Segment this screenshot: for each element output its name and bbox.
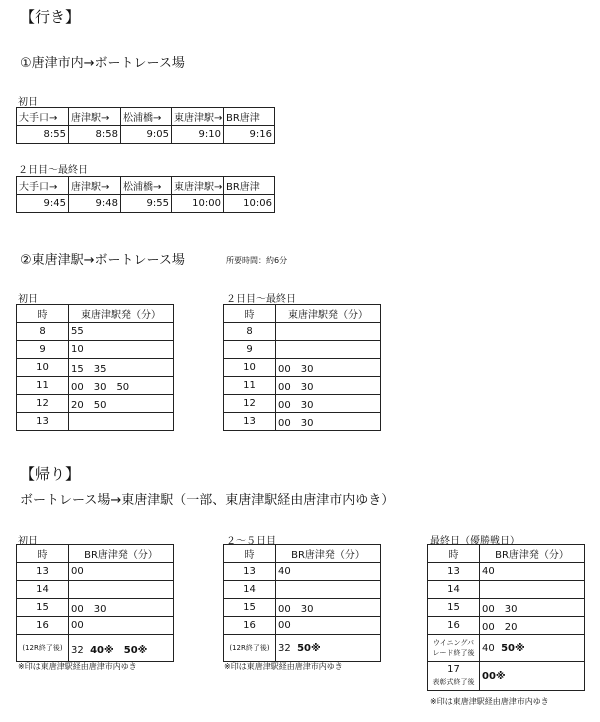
hour-cell: 14 — [224, 581, 276, 599]
time-cell: 10:00 — [172, 195, 224, 213]
hour-cell: 10 — [17, 359, 69, 377]
stop-cell: 大手口→ — [17, 108, 69, 126]
minutes-bold: 50※ — [297, 642, 321, 654]
minutes-cell: 40 — [276, 563, 381, 581]
table-row — [17, 581, 174, 599]
header-cell: 時 — [17, 305, 69, 323]
minutes-cell — [69, 413, 174, 431]
hour-cell: 16 — [428, 617, 480, 635]
table-row — [224, 377, 381, 395]
last-race-label: (12R終了後) — [17, 635, 69, 662]
minutes-cell: 10 — [69, 341, 174, 359]
minutes-cell: 40 — [480, 563, 585, 581]
table-row — [428, 581, 585, 599]
section2-day2-label: ２日目～最終日 — [226, 294, 296, 305]
outbound-heading: 【行き】 — [20, 8, 81, 26]
hour-cell: 8 — [17, 323, 69, 341]
return-day2to5-label: ２～５日目 — [226, 536, 276, 547]
table-row — [224, 341, 381, 359]
stop-cell: 松浦橋→ — [121, 177, 172, 195]
time-cell: 8:58 — [69, 126, 121, 144]
table-row — [224, 545, 381, 563]
return-final-label: 最終日（優勝戦日） — [430, 536, 520, 547]
table-row — [17, 395, 174, 413]
table-row — [428, 599, 585, 617]
return-day1-footnote: ※印は東唐津駅経由唐津市内ゆき — [18, 662, 137, 671]
ceremony-hour: 17 — [447, 664, 460, 675]
hour-cell: 8 — [224, 323, 276, 341]
header-cell: 時 — [224, 305, 276, 323]
last-race-label: (12R終了後) — [224, 635, 276, 662]
hour-cell: 14 — [428, 581, 480, 599]
table-row — [17, 341, 174, 359]
hour-cell: 14 — [17, 581, 69, 599]
table-row — [17, 563, 174, 581]
minutes-cell — [276, 341, 381, 359]
route-table-day2 — [16, 176, 275, 213]
section2-title: ②東唐津駅→ボートレース場 — [20, 253, 185, 268]
minutes-bold: 50※ — [501, 642, 525, 654]
hour-cell: 15 — [428, 599, 480, 617]
header-cell: BR唐津発（分） — [480, 545, 585, 563]
table-row — [17, 413, 174, 431]
table-row — [428, 635, 585, 662]
minutes-cell — [276, 581, 381, 599]
hour-cell: 13 — [17, 563, 69, 581]
time-cell: 9:16 — [224, 126, 275, 144]
minutes-cell: 00 — [276, 617, 381, 635]
table-row — [428, 545, 585, 563]
table-row — [224, 599, 381, 617]
table-row — [224, 563, 381, 581]
return-table-day1 — [16, 544, 174, 662]
header-cell: 東唐津駅発（分） — [69, 305, 174, 323]
hour-cell: 9 — [17, 341, 69, 359]
table-row — [17, 635, 174, 662]
minutes-cell: 00 30 — [276, 377, 381, 395]
ceremony-label: 表彰式終了後 — [432, 678, 475, 686]
minutes-cell: 00 30 — [69, 599, 174, 617]
return-day1-label: 初日 — [18, 536, 38, 547]
return-table-day2to5 — [223, 544, 381, 662]
time-cell: 9:55 — [121, 195, 172, 213]
header-cell: 東唐津駅発（分） — [276, 305, 381, 323]
time-cell: 8:55 — [17, 126, 69, 144]
table-row — [428, 563, 585, 581]
table-row — [224, 635, 381, 662]
hour-cell: 15 — [224, 599, 276, 617]
minutes-cell — [276, 635, 381, 662]
return-heading: 【帰り】 — [20, 465, 81, 483]
hour-cell: 11 — [224, 377, 276, 395]
header-cell: 時 — [224, 545, 276, 563]
hour-cell: 16 — [17, 617, 69, 635]
minutes-plain: 32 — [71, 644, 84, 656]
minutes-cell — [276, 323, 381, 341]
table-row — [17, 617, 174, 635]
minutes-cell: 00※ — [480, 662, 585, 691]
table-row — [17, 377, 174, 395]
table-row — [224, 305, 381, 323]
table-row — [17, 359, 174, 377]
stop-cell: 東唐津駅→ — [172, 108, 224, 126]
stop-cell: 唐津駅→ — [69, 108, 121, 126]
hour-cell: 13 — [17, 413, 69, 431]
hour-cell: 12 — [224, 395, 276, 413]
timetable-day2 — [223, 304, 381, 431]
table-row — [17, 323, 174, 341]
table-row — [17, 126, 275, 144]
time-cell: 9:10 — [172, 126, 224, 144]
section1-day1-label: 初日 — [18, 97, 38, 108]
stop-cell: BR唐津 — [224, 108, 275, 126]
stop-cell: 大手口→ — [17, 177, 69, 195]
minutes-cell: 00 30 — [276, 359, 381, 377]
minutes-cell: 00 30 — [276, 413, 381, 431]
hour-cell: 16 — [224, 617, 276, 635]
hour-cell: 11 — [17, 377, 69, 395]
table-row — [224, 617, 381, 635]
table-row — [17, 545, 174, 563]
return-table-final — [427, 544, 585, 691]
return-final-footnote: ※印は東唐津駅経由唐津市内ゆき — [430, 697, 549, 706]
time-cell: 9:48 — [69, 195, 121, 213]
hour-cell: 15 — [17, 599, 69, 617]
table-row — [428, 662, 585, 691]
minutes-cell: 55 — [69, 323, 174, 341]
minutes-cell: 00 30 — [480, 599, 585, 617]
header-cell: 時 — [17, 545, 69, 563]
minutes-cell: 00 30 — [276, 599, 381, 617]
header-cell: BR唐津発（分） — [69, 545, 174, 563]
header-cell: 時 — [428, 545, 480, 563]
minutes-cell — [480, 635, 585, 662]
hour-cell: 9 — [224, 341, 276, 359]
hour-cell: 10 — [224, 359, 276, 377]
table-row — [224, 413, 381, 431]
hour-cell: 12 — [17, 395, 69, 413]
table-row — [224, 395, 381, 413]
hour-cell: 13 — [224, 413, 276, 431]
hour-cell: 13 — [428, 563, 480, 581]
stop-cell: BR唐津 — [224, 177, 275, 195]
parade-label: ウイニングパレード終了後 — [428, 635, 480, 662]
time-cell: 10:06 — [224, 195, 275, 213]
minutes-plain: 40 — [482, 642, 495, 654]
minutes-cell: 00 20 — [480, 617, 585, 635]
travel-time-note: 所要時間：約6分 — [226, 256, 288, 265]
table-row — [17, 599, 174, 617]
stop-cell: 松浦橋→ — [121, 108, 172, 126]
table-row — [224, 581, 381, 599]
return-subtitle: ボートレース場→東唐津駅（一部、東唐津駅経由唐津市内ゆき） — [20, 493, 395, 508]
route-table-day1 — [16, 107, 275, 144]
table-row — [428, 617, 585, 635]
minutes-cell — [69, 581, 174, 599]
minutes-cell — [480, 581, 585, 599]
header-cell: BR唐津発（分） — [276, 545, 381, 563]
table-row — [17, 305, 174, 323]
minutes-cell: 15 35 — [69, 359, 174, 377]
stop-cell: 唐津駅→ — [69, 177, 121, 195]
section2-day1-label: 初日 — [18, 294, 38, 305]
stop-cell: 東唐津駅→ — [172, 177, 224, 195]
table-row — [224, 359, 381, 377]
minutes-cell: 20 50 — [69, 395, 174, 413]
minutes-cell: 00 — [69, 563, 174, 581]
minutes-bold: 40※ 50※ — [90, 644, 148, 656]
table-row — [17, 177, 275, 195]
minutes-plain: 32 — [278, 642, 291, 654]
minutes-cell: 00 30 — [276, 395, 381, 413]
table-row — [17, 195, 275, 213]
section1-title: ①唐津市内→ボートレース場 — [20, 56, 185, 71]
table-row — [17, 108, 275, 126]
section1-day2-label: ２日目～最終日 — [18, 165, 88, 176]
minutes-cell — [69, 635, 174, 662]
return-day2to5-footnote: ※印は東唐津駅経由唐津市内ゆき — [224, 662, 343, 671]
timetable-day1 — [16, 304, 174, 431]
hour-cell: 13 — [224, 563, 276, 581]
ceremony-cell — [428, 662, 480, 691]
time-cell: 9:05 — [121, 126, 172, 144]
table-row — [224, 323, 381, 341]
minutes-cell: 00 — [69, 617, 174, 635]
minutes-cell: 00 30 50 — [69, 377, 174, 395]
time-cell: 9:45 — [17, 195, 69, 213]
